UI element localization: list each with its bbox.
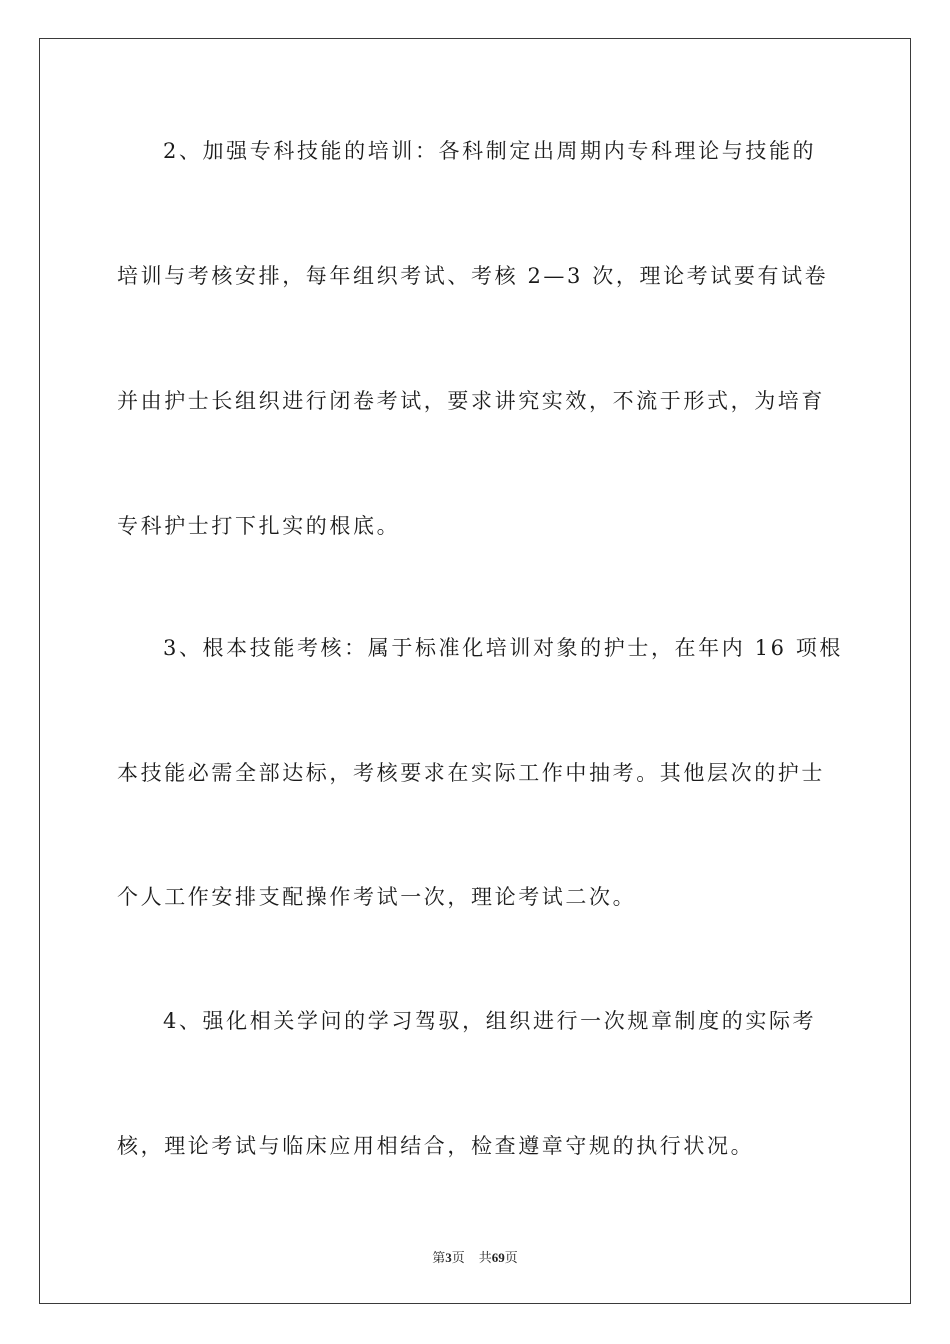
paragraph-3-line-1: 3、根本技能考核：属于标准化培训对象的护士，在年内 16 项根	[163, 636, 844, 660]
total-suffix: 页	[504, 1250, 518, 1265]
total-pages: 69	[491, 1250, 505, 1265]
paragraph-3-line-2: 本技能必需全部达标，考核要求在实际工作中抽考。其他层次的护士	[117, 761, 825, 785]
page-border	[39, 38, 911, 1304]
paragraph-2-line-1: 2、加强专科技能的培训：各科制定出周期内专科理论与技能的	[163, 139, 817, 163]
total-prefix: 共	[478, 1250, 492, 1265]
page-suffix: 页	[451, 1250, 465, 1265]
paragraph-4-line-1: 4、强化相关学问的学习驾驭，组织进行一次规章制度的实际考	[163, 1009, 817, 1033]
page-footer	[0, 1247, 950, 1266]
paragraph-2-line-2: 培训与考核安排，每年组织考试、考核 2—3 次，理论考试要有试卷	[117, 264, 829, 288]
page-prefix: 第	[432, 1250, 446, 1265]
paragraph-3-line-3: 个人工作安排支配操作考试一次，理论考试二次。	[117, 885, 637, 909]
paragraph-4-line-2: 核，理论考试与临床应用相结合，检查遵章守规的执行状况。	[117, 1134, 755, 1158]
page-number: 3	[445, 1250, 452, 1265]
paragraph-2-line-4: 专科护士打下扎实的根底。	[117, 514, 401, 538]
paragraph-2-line-3: 并由护士长组织进行闭卷考试，要求讲究实效，不流于形式，为培育	[117, 389, 825, 413]
